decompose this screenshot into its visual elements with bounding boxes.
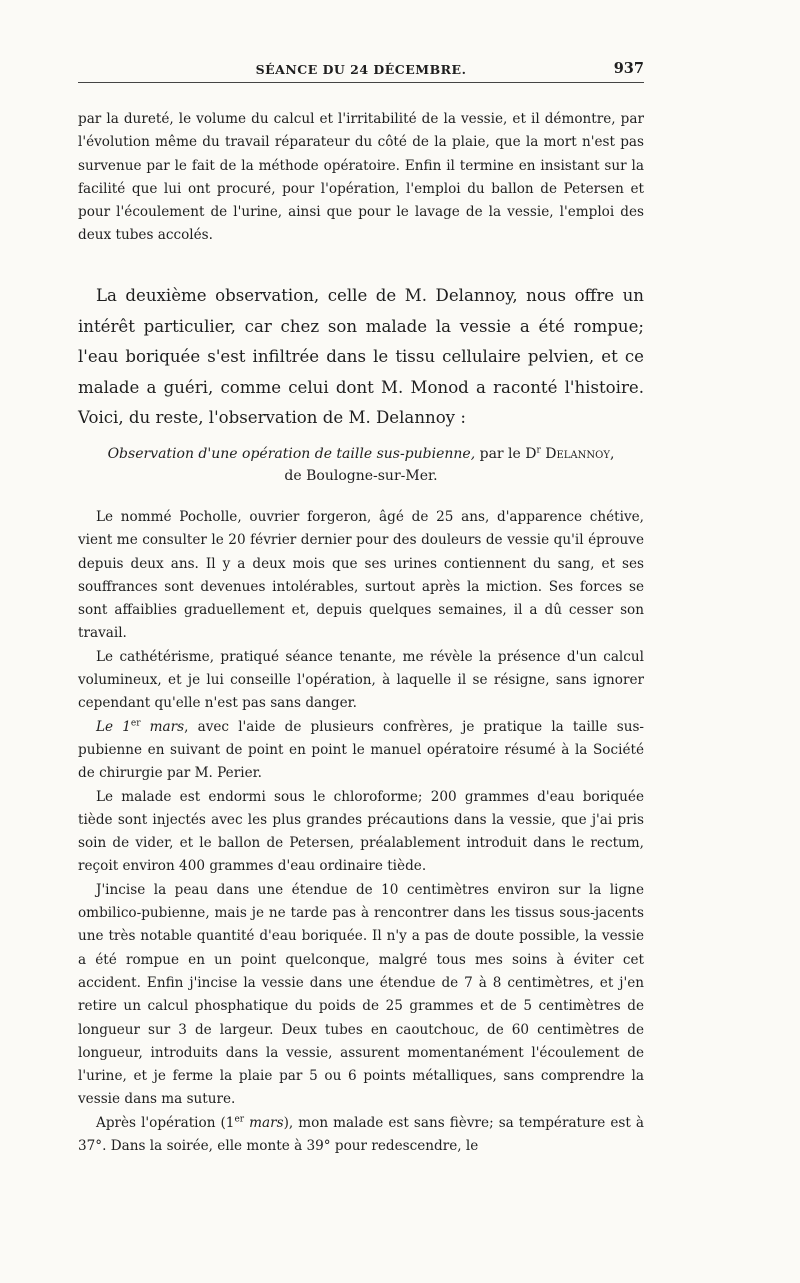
observation-author: Delannoy, — [545, 446, 615, 462]
body-paragraph-3 — [78, 716, 644, 786]
p3-sup: er — [130, 718, 141, 729]
p3-month: mars — [140, 718, 185, 735]
body-paragraph-2: Le cathétérisme, pratiqué séance tenante, me révèle la présence d'un calcul volumineux, et je lui conseille l'opération, à laquelle il se résigne, sans ignorer cependant qu'elle n'est pas sans danger. — [78, 648, 644, 712]
observation-body — [78, 506, 644, 1158]
page-number: 937 — [613, 60, 644, 77]
p6-sup: er — [234, 1114, 245, 1125]
body-paragraph-4: Le malade est endormi sous le chloroforme; 200 grammes d'eau boriquée tiède sont injectés avec les plus grandes précautions dans la vessie, que j'ai pris soin de vider, et le ballon de Petersen, préalablement introduit dans le rectum, reçoit environ 400 grammes d'eau ordinaire tiède. — [78, 788, 644, 875]
observation-title-line1 — [78, 443, 644, 465]
body-paragraph-1: Le nommé Pocholle, ouvrier forgeron, âgé de 25 ans, d'apparence chétive, vient me consulter le 20 février dernier pour des douleurs de vessie qu'il éprouve depuis deux ans. Il y a deux mois que ses urines contiennent du sang, et ses souffrances sont devenues intolérables, surtout après la miction. Ses forces se sont affaiblies graduellement et, depuis quelques semaines, il a dû cesser son travail. — [78, 509, 644, 642]
second-observation-paragraph: La deuxième observation, celle de M. Delannoy, nous offre un intérêt particulier, car chez son malade la vessie a été rompue; l'eau boriquée s'est infiltrée dans le tissu cellulaire pelvien, et ce malade a guéri, comme celui dont M. Monod a raconté l'histoire. Voici, du reste, l'observation de M. Delannoy : — [78, 286, 644, 427]
p6-rest: ), mon malade est sans fièvre; sa température est à 37°. Dans la soirée, elle monte à 39° pour redescendre, le — [78, 1114, 644, 1155]
observation-place: de Boulogne-sur-Mer. — [284, 468, 438, 484]
observation-title-by: par le D — [479, 446, 537, 462]
observation-title — [78, 443, 644, 487]
body-paragraph-6 — [78, 1112, 644, 1159]
body-paragraph-5: J'incise la peau dans une étendue de 10 centimètres environ sur la ligne ombilico-pubienne, mais je ne tarde pas à rencontrer dans les tissus sous-jacents une très notable quantité d'eau boriquée. Il n'y a pas de doute possible, la vessie a été rompue en un point quelconque, malgré tous mes soins à éviter cet accident. Enfin j'incise la vessie dans une étendue de 7 à 8 centimètres, et j'en retire un calcul phosphatique du poids de 25 grammes et de 5 centimètres de longueur sur 3 de largeur. Deux tubes en caoutchouc, de 60 centimètres de longueur, introduits dans la vessie, assurent momentanément l'écoulement de l'urine, et je ferme la plaie par 5 ou 6 points métalliques, sans comprendre la vessie dans ma suture. — [78, 881, 644, 1108]
observation-title-sup: r — [536, 445, 541, 456]
running-title: SÉANCE DU 24 DÉCEMBRE. — [255, 62, 467, 77]
page-header — [78, 58, 644, 83]
p3-date: Le 1 — [96, 718, 131, 735]
p6-month: mars — [244, 1114, 284, 1131]
p3-rest: , avec l'aide de plusieurs confrères, je pratique la taille sus-pubienne en suivant de point en point le manuel opératoire résumé à la Société de chirurgie par M. Perier. — [78, 718, 645, 782]
intro-paragraph: par la dureté, le volume du calcul et l'irritabilité de la vessie, et il démontre, par l'évolution même du travail réparateur du côté de la plaie, que la mort n'est pas survenue par le fait de la méthode opératoire. Enfin il termine en insistant sur la facilité que lui ont procuré, pour l'opération, l'emploi du ballon de Petersen et pour l'écoulement de l'urine, ainsi que pour le lavage de la vessie, l'emploi des deux tubes accolés. — [78, 111, 644, 244]
observation-title-italic: Observation d'une opération de taille sus-pubienne, — [107, 446, 476, 462]
p6-start: Après l'opération (1 — [96, 1114, 235, 1131]
